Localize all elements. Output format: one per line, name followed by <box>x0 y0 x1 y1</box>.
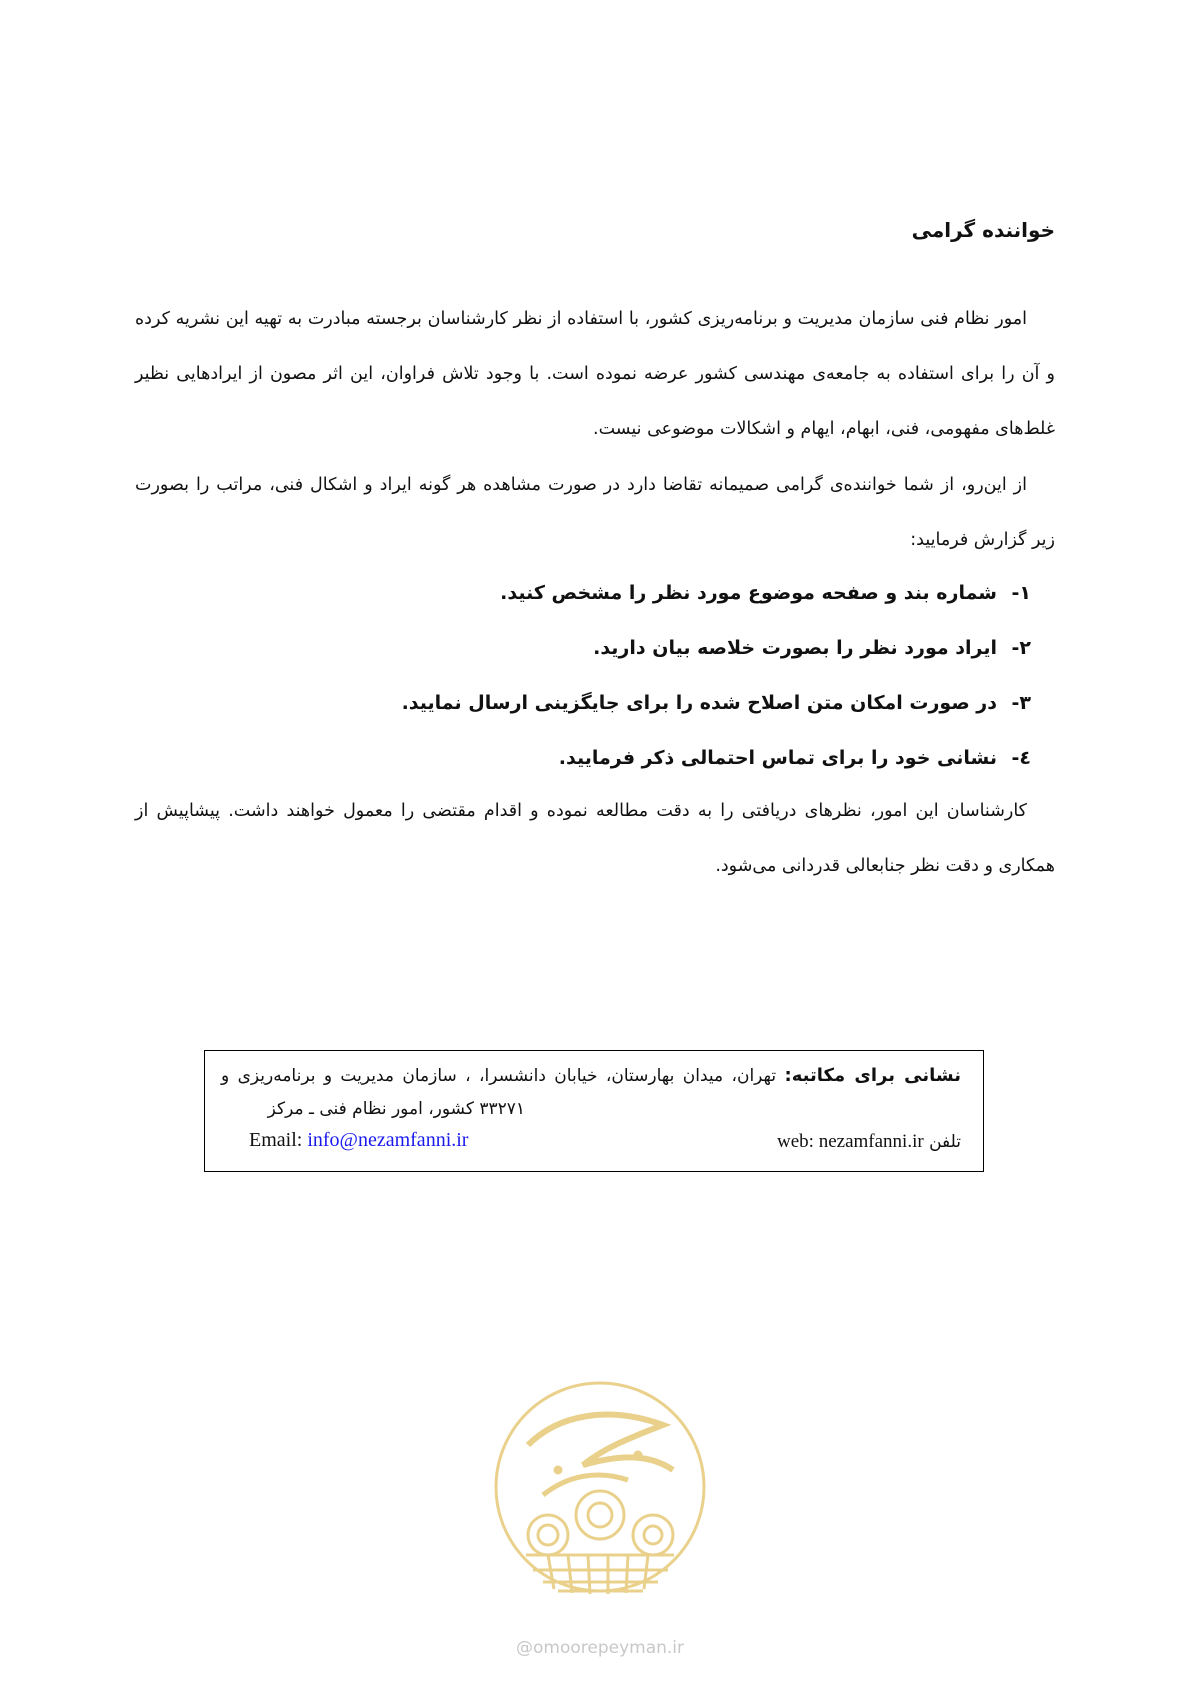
contact-address-box <box>204 1050 984 1172</box>
email-line <box>249 1129 468 1152</box>
watermark-logo <box>488 1375 712 1665</box>
website-text: web: nezamfanni.ir <box>777 1131 924 1152</box>
address-label: نشانی برای مکاتبه: <box>784 1065 961 1086</box>
item-number: ۱- <box>1011 582 1031 604</box>
phone-label: تلفن <box>929 1132 961 1152</box>
instruction-list <box>135 566 1055 786</box>
address-text: تهران، میدان بهارستان، خیابان دانشسرا، ، سازمان مدیریت و برنامه‌ریزی و <box>221 1066 777 1086</box>
email-link[interactable]: info@nezamfanni.ir <box>307 1129 469 1151</box>
list-item <box>135 731 1055 786</box>
address-line-2: ۳۳۲۷۱ کشور، امور نظام فنی ـ مرکز <box>267 1099 525 1119</box>
item-number: ۳- <box>1011 692 1031 714</box>
item-text: در صورت امکان متن اصلاح شده را برای جایگزینی ارسال نمایید. <box>401 692 997 714</box>
item-text: شماره بند و صفحه موضوع مورد نظر را مشخص کنید. <box>500 582 997 604</box>
item-text: نشانی خود را برای تماس احتمالی ذکر فرمایید. <box>558 747 997 769</box>
item-number: ٤- <box>1011 747 1031 769</box>
intro-paragraph: امور نظام فنی سازمان مدیریت و برنامه‌ریزی کشور، با استفاده از نظر کارشناسان برجسته مبادرت به تهیه این نشریه کرده و آن را برای استفاده به جامعه‌ی مهندسی کشور عرضه نموده است. با وجود تلاش فراوان، این اثر مصون از ایرادهایی نظیر غلط‌های مفهومی، فنی، ابهام، ایهام و اشکالات موضوعی نیست. <box>135 309 1055 439</box>
list-item <box>135 621 1055 676</box>
list-item <box>135 566 1055 621</box>
email-label: Email: <box>249 1129 303 1151</box>
watermark-site-text: @omoorepeyman.ir <box>515 1638 685 1658</box>
phone-web-line <box>777 1131 961 1153</box>
request-paragraph: از این‌رو، از شما خواننده‌ی گرامی صمیمانه تقاضا دارد در صورت مشاهده هر گونه ایراد و اشکال فنی، مراتب را بصورت زیر گزارش فرمایید: <box>135 475 1055 550</box>
list-item <box>135 676 1055 731</box>
page-title: خواننده گرامی <box>911 218 1055 242</box>
address-line <box>221 1065 961 1086</box>
item-text: ایراد مورد نظر را بصورت خلاصه بیان دارید. <box>593 637 997 659</box>
item-number: ۲- <box>1011 637 1031 659</box>
closing-paragraph: کارشناسان این امور، نظرهای دریافتی را به دقت مطالعه نموده و اقدام مقتضی را معمول خواهند داشت. پیشاپیش از همکاری و دقت نظر جنابعالی قدردانی می‌شود. <box>135 801 1055 876</box>
